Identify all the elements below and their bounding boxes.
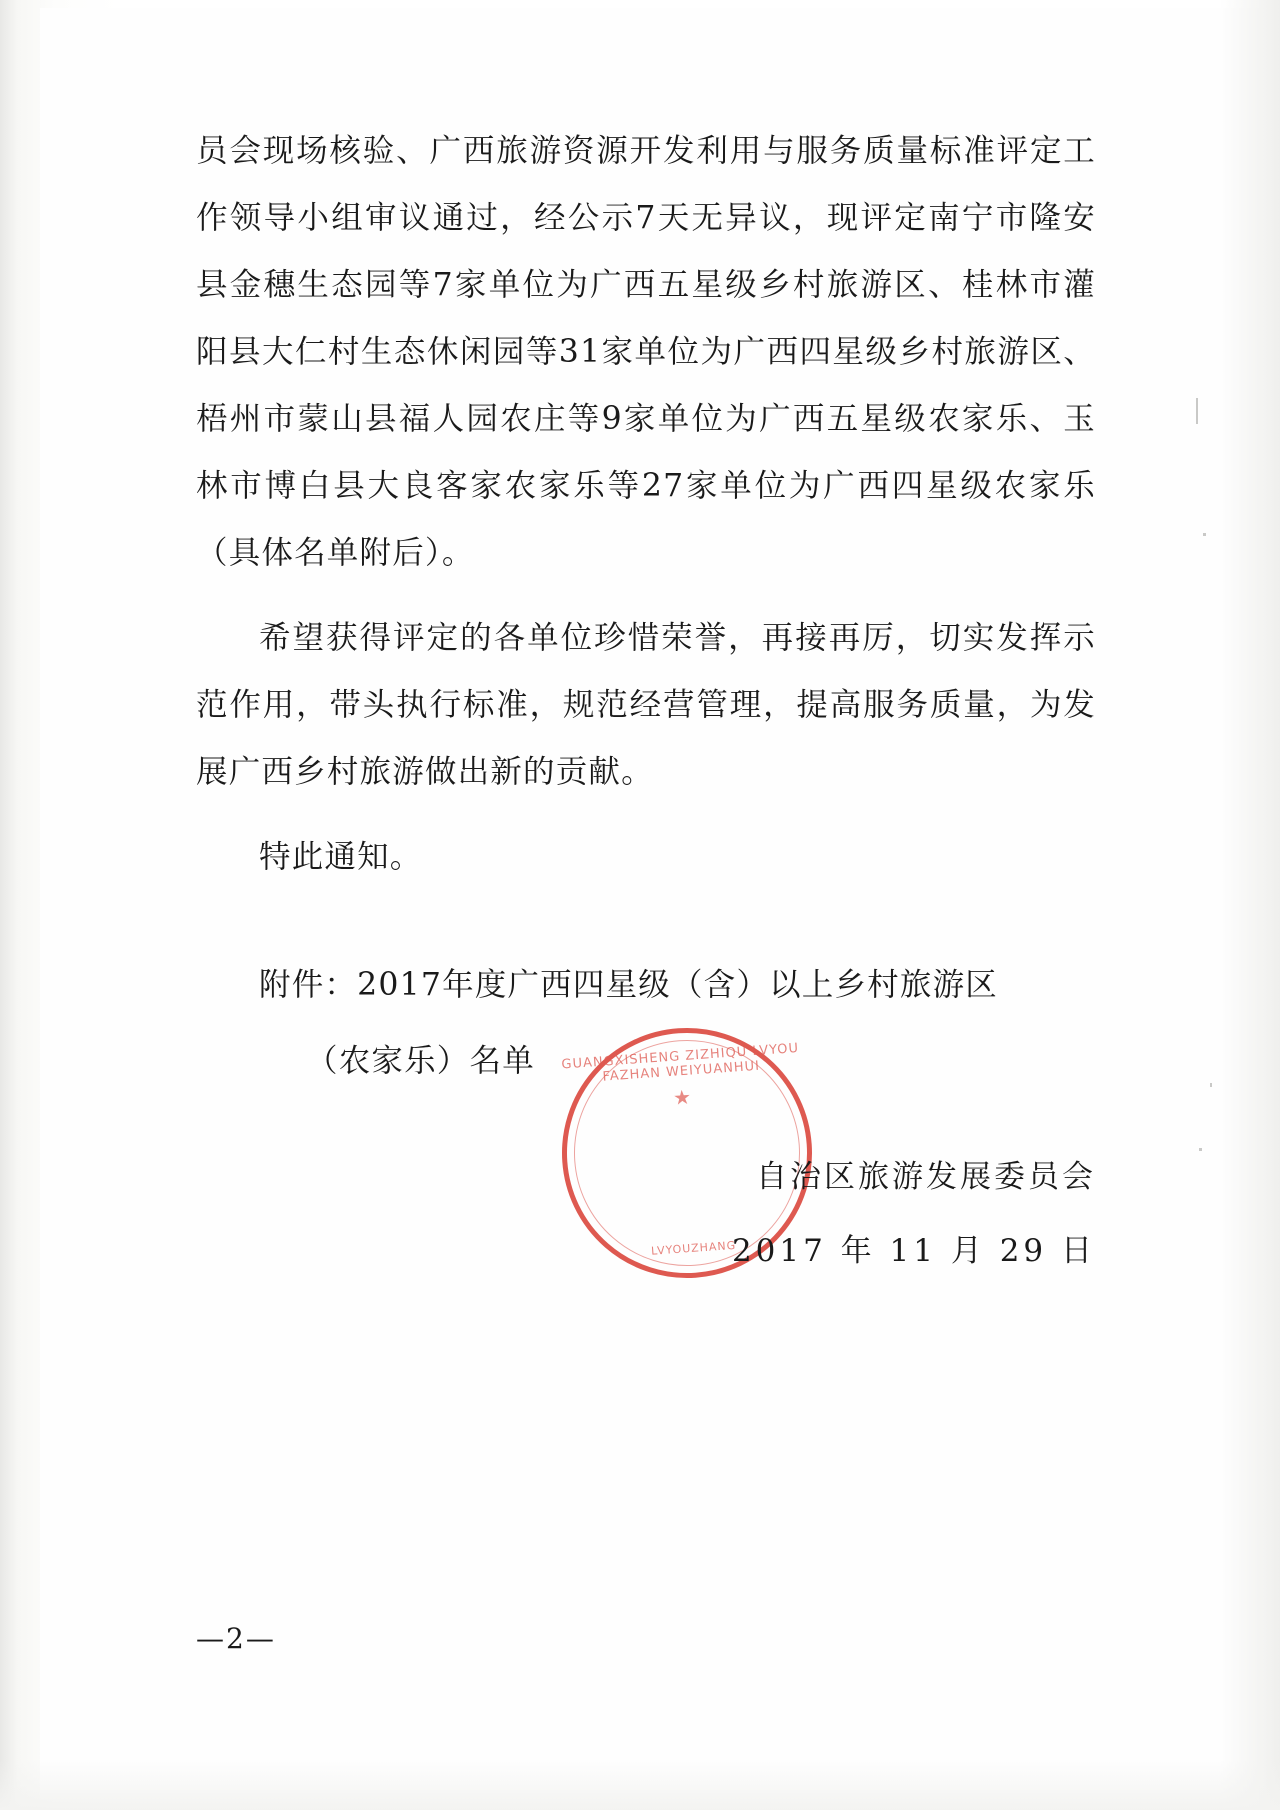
- attachment-line-2: （农家乐）名单: [306, 1043, 535, 1079]
- attachment-gap: [196, 891, 1096, 947]
- paragraph-continued: 员会现场核验、广西旅游资源开发利用与服务质量标准评定工作领导小组审议通过，经公示7天无异议，现评定南宁市隆安县金穗生态园等7家单位为广西五星级乡村旅游区、桂林市灌阳县大仁村生态休闲园等31家单位为广西四星级乡村旅游区、梧州市蒙山县福人园农庄等9家单位为广西五星级农家乐、玉林市博白县大良客家农家乐等27家单位为广西四星级农家乐（具体名单附后）。: [196, 133, 1096, 571]
- seal-center-star: ★: [672, 1084, 694, 1110]
- signature-block: [196, 1140, 1182, 1288]
- issue-date: 2017 年 11 月 29 日: [731, 1233, 1096, 1269]
- paragraph-gap: [196, 587, 1096, 605]
- page-number: —2—: [196, 1622, 276, 1655]
- paragraph-hope: 希望获得评定的各单位珍惜荣誉，再接再厉，切实发挥示范作用，带头执行标准，规范经营管理，提高服务质量，为发展广西乡村旅游做出新的贡献。: [196, 620, 1096, 790]
- paragraph-gap-2: [196, 806, 1096, 824]
- issuing-organization: 自治区旅游发展委员会: [756, 1159, 1096, 1195]
- paragraph-notice: 特此通知。: [259, 839, 423, 875]
- seal-pinyin-bottom: LVYOUZHANG: [650, 1238, 737, 1258]
- document-body: [196, 118, 1096, 1099]
- seal-pinyin-top: GUANGXISHENG ZIZHIQU LVYOU FAZHAN WEIYUANHUI: [561, 1040, 800, 1085]
- attachment-line-1: 附件：2017年度广西四星级（含）以上乡村旅游区: [259, 967, 998, 1003]
- attachment-block: [196, 947, 1096, 1099]
